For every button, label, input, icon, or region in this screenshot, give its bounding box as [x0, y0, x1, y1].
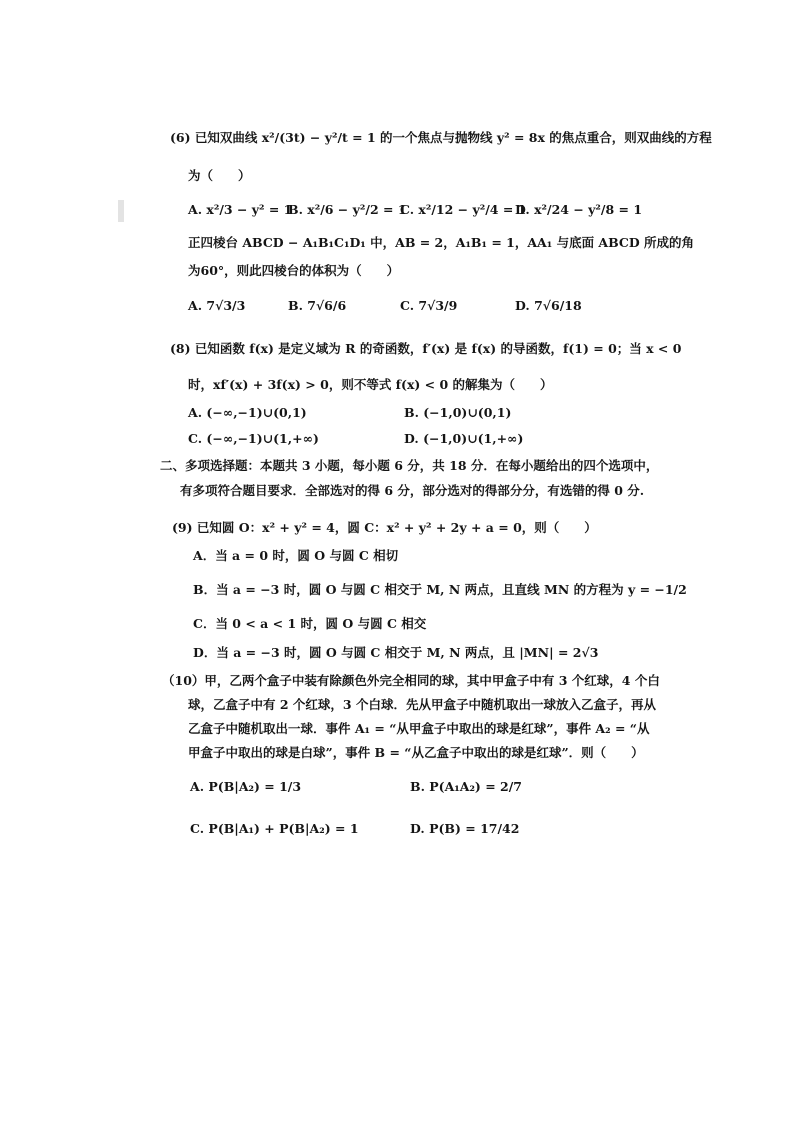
scan-smudge [118, 200, 124, 222]
q10-stem-line3: 乙盒子中随机取出一球．事件 A₁ = “从甲盒子中取出的球是红球”，事件 A₂ = “从 [188, 721, 650, 736]
q9-option-a: A．当 a = 0 时，圆 O 与圆 C 相切 [193, 548, 399, 563]
q6-option-b: B. x²/6 − y²/2 = 1 [288, 202, 407, 217]
q10-option-d: D. P(B) = 17/42 [410, 821, 520, 836]
q9-option-d: D．当 a = −3 时，圆 O 与圆 C 相交于 M, N 两点，且 |MN| = 2√3 [193, 645, 599, 660]
q8-stem-line1: (8) 已知函数 f(x) 是定义域为 R 的奇函数，f′(x) 是 f(x) 的导函数，f(1) = 0；当 x < 0 [170, 341, 682, 356]
q6-option-d: D. x²/24 − y²/8 = 1 [515, 202, 643, 217]
q10-stem-line4: 甲盒子中取出的球是白球”，事件 B = “从乙盒子中取出的球是红球”．则（ ） [188, 745, 644, 760]
q6-stem-line1: (6) 已知双曲线 x²/(3t) − y²/t = 1 的一个焦点与抛物线 y² = 8x 的焦点重合，则双曲线的方程 [170, 130, 712, 145]
q7-option-c: C. 7√3/9 [400, 298, 458, 313]
q7-option-d: D. 7√6/18 [515, 298, 582, 313]
q8-option-b: B. (−1,0)∪(0,1) [404, 405, 512, 420]
q10-option-b: B. P(A₁A₂) = 2/7 [410, 779, 522, 794]
q10-stem-line1: （10）甲，乙两个盒子中装有除颜色外完全相同的球，其中甲盒子中有 3 个红球，4 个白 [162, 673, 660, 688]
q7-stem-line2: 为60°，则此四棱台的体积为（ ） [188, 263, 400, 278]
q10-stem-line2: 球，乙盒子中有 2 个红球，3 个白球．先从甲盒子中随机取出一球放入乙盒子，再从 [188, 697, 656, 712]
q6-option-c: C. x²/12 − y²/4 = 1 [400, 202, 527, 217]
q6-stem-line2: 为（ ） [188, 168, 251, 183]
q7-option-b: B. 7√6/6 [288, 298, 347, 313]
q6-option-a: A. x²/3 − y² = 1 [188, 202, 293, 217]
q9-stem: (9) 已知圆 O：x² + y² = 4，圆 C：x² + y² + 2y + a = 0，则（ ） [172, 520, 597, 535]
section2-instructions-line2: 有多项符合题目要求．全部选对的得 6 分，部分选对的得部分分，有选错的得 0 分. [180, 483, 645, 498]
q8-option-a: A. (−∞,−1)∪(0,1) [188, 405, 307, 420]
q9-option-b: B．当 a = −3 时，圆 O 与圆 C 相交于 M, N 两点，且直线 MN 的方程为 y = −1/2 [193, 582, 687, 597]
q10-option-a: A. P(B|A₂) = 1/3 [190, 779, 302, 794]
q7-option-a: A. 7√3/3 [188, 298, 246, 313]
q8-stem-line2: 时，xf′(x) + 3f(x) > 0，则不等式 f(x) < 0 的解集为（ ） [188, 377, 553, 392]
q8-option-d: D. (−1,0)∪(1,+∞) [404, 431, 524, 446]
q10-option-c: C. P(B|A₁) + P(B|A₂) = 1 [190, 821, 359, 836]
q8-option-c: C. (−∞,−1)∪(1,+∞) [188, 431, 319, 446]
q9-option-c: C．当 0 < a < 1 时，圆 O 与圆 C 相交 [193, 616, 427, 631]
q7-stem-line1: 正四棱台 ABCD − A₁B₁C₁D₁ 中，AB = 2，A₁B₁ = 1，AA₁ 与底面 ABCD 所成的角 [188, 235, 695, 250]
section2-instructions-line1: 二、多项选择题：本题共 3 小题，每小题 6 分，共 18 分．在每小题给出的四个选项中， [160, 458, 659, 473]
